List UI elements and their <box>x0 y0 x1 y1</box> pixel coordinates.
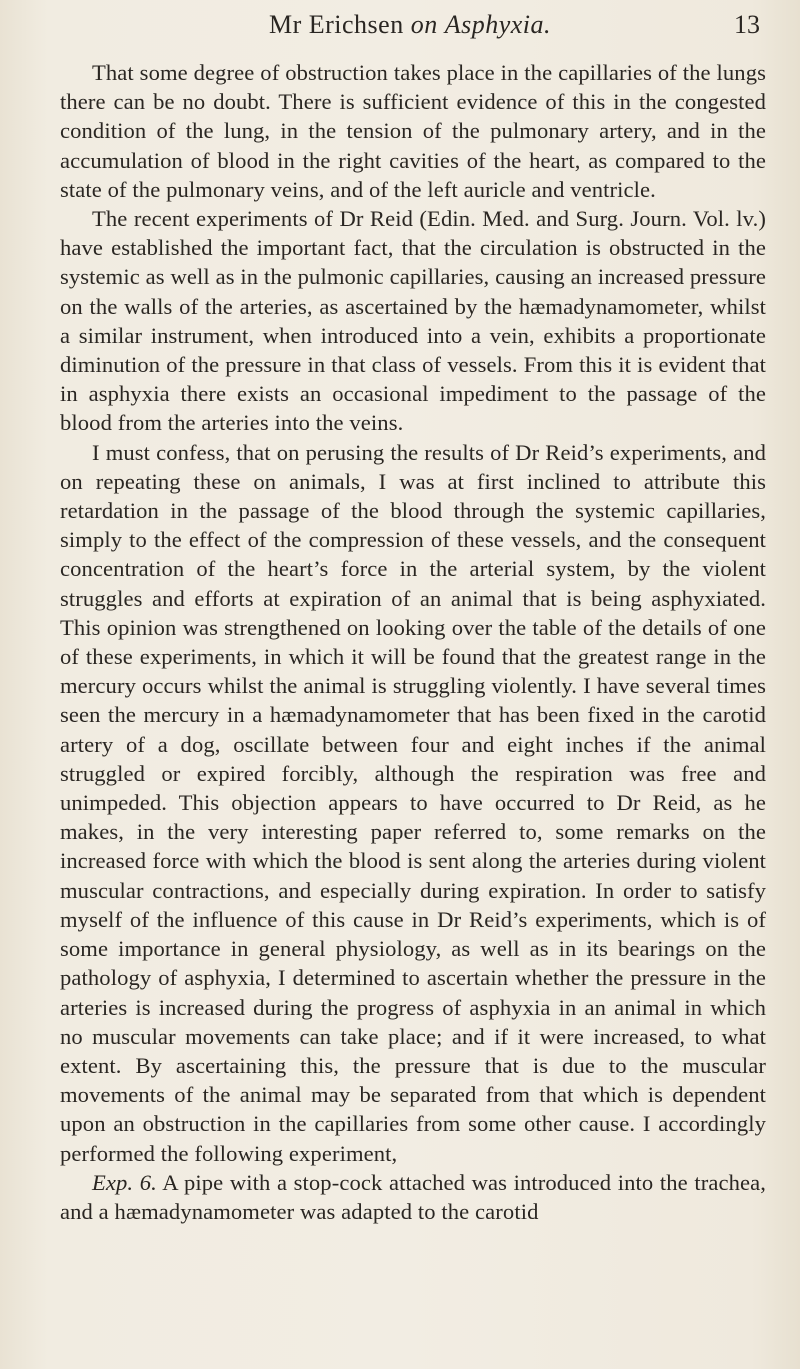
paragraph-1: That some degree of obstruction takes place in the capillaries of the lungs there can be no doubt. There is sufficient evidence of this in the congested condition of the lung, in the tension of the pulmonary artery, and in the accumulation of blood in the right cavities of the heart, as compared to the state of the pulmonary veins, and of the left auricle and ventricle. <box>60 60 766 202</box>
running-title <box>60 10 760 40</box>
paragraph-2: The recent experiments of Dr Reid (Edin. Med. and Surg. Journ. Vol. lv.) have established the important fact, that the circulation is obstructed in the systemic as well as in the pulmonic capillaries, causing an increased pressure on the walls of the arteries, as ascertained by the hæmadynamometer, whilst a similar instrument, when introduced into a vein, exhibits a proportionate diminution of the pressure in that class of vessels. From this it is evident that in asphyxia there exists an occasional impediment to the passage of the blood from the arteries into the veins. <box>60 206 766 436</box>
experiment-label: Exp. 6. <box>92 1169 157 1195</box>
page-number: 13 <box>734 10 760 39</box>
running-head <box>60 10 760 50</box>
running-title-author: Mr Erichsen <box>268 10 404 39</box>
running-title-on: on <box>410 10 438 39</box>
body-text <box>60 58 766 1226</box>
running-title-subject: Asphyxia. <box>444 10 552 39</box>
experiment-text: A pipe with a stop-cock attached was introduced into the trachea, and a hæmadynamometer was adapted to the carotid <box>60 1169 766 1224</box>
paragraph-3: I must confess, that on perusing the results of Dr Reid’s experiments, and on repeating these on animals, I was at first inclined to attribute this retardation in the passage of the blood through the systemic capillaries, simply to the effect of the compression of these vessels, and the consequent concentration of the heart’s force in the arterial system, by the violent struggles and efforts at expiration of an animal that is being asphyxiated. This opinion was strengthened on looking over the table of the details of one of these experiments, in which it will be found that the greatest range in the mercury occurs whilst the animal is struggling violently. I have several times seen the mercury in a hæmadynamometer that has been fixed in the carotid artery of a dog, oscillate between four and eight inches if the animal struggled or expired forcibly, although the respiration was free and unimpeded. This objection appears to have occurred to Dr Reid, as he makes, in the very interesting paper referred to, some remarks on the increased force with which the blood is sent along the arteries during violent muscular contractions, and especially during expiration. In order to satisfy myself of the influence of this cause in Dr Reid’s experiments, which is of some importance in general physiology, as well as in its bearings on the pathology of asphyxia, I determined to ascertain whether the pressure in the arteries is increased during the progress of asphyxia in an animal in which no muscular movements can take place; and if it were increased, to what extent. By ascertaining this, the pressure that is due to the muscular movements of the animal may be separated from that which is dependent upon an obstruction in the capillaries from some other cause. I accordingly performed the following experiment, <box>60 439 766 1166</box>
paragraph-experiment <box>60 1168 766 1226</box>
